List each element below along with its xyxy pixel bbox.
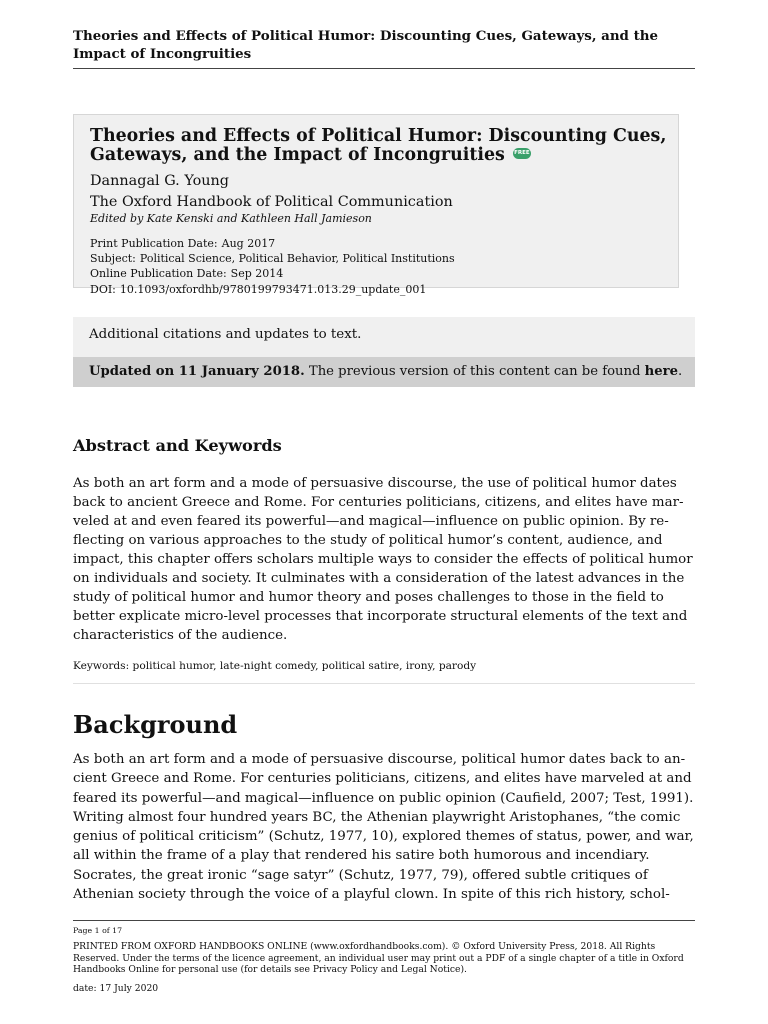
- update-note-box: [73, 317, 695, 357]
- chapter-title: [90, 127, 668, 165]
- subject-row: [90, 251, 668, 266]
- editors-line: Edited by Kate Kenski and Kathleen Hall Jamieson: [90, 212, 372, 225]
- updated-period: .: [678, 364, 683, 379]
- publication-details: [90, 236, 668, 297]
- updated-bar: [73, 357, 695, 387]
- abstract-text: As both an art form and a mode of persuasive discourse, the use of political humor dates back to ancient Greece and Rome. For centuries politicians, citizens, and elites have marveled at and even feared its powerful—and magical—influence on public opinion. By reflecting on various approaches to the study of political humor’s content, audience, and impact, this chapter offers scholars multiple ways to consider the effects of political humor on individuals and society. It culminates with a consideration of the latest advances in the study of political humor and humor theory and poses challenges to those in the field to better explicate micro-level processes that incorporate structural elements of the text and characteristics of the audience.: [73, 476, 693, 643]
- print-date: date: 17 July 2020: [73, 983, 159, 994]
- copyright-notice: PRINTED FROM OXFORD HANDBOOKS ONLINE (www.oxfordhandbooks.com). © Oxford University Press, 2018. All Rights Reserved. Under the terms of the licence agreement, an individual user may print out a PDF of a single chapter of a title in Oxford Handbooks Online for personal use (for details see Privacy Policy and Legal Notice).: [73, 941, 684, 975]
- print-date-label: Print Publication Date:: [90, 237, 218, 250]
- background-text: As both an art form and a mode of persuasive discourse, political humor dates back to ancient Greece and Rome. For centuries politicians, citizens, and elites have marveled at and feared its powerful—and magical—influence on public opinion (Caufield, 2007; Test, 1991). Writing almost four hundred years BC, the Athenian playwright Aristophanes, “the comic genius of political criticism” (Schutz, 1977, 10), explored themes of status, power, and war, all within the frame of a play that rendered his satire both humorous and incendiary. Socrates, the great ironic “sage satyr” (Schutz, 1977, 79), offered subtle critiques of Athenian society through the voice of a playful clown. In spite of this rich history, schol-: [73, 752, 694, 903]
- running-head: Theories and Effects of Political Humor: Discounting Cues, Gateways, and the Impact of Incongruities: [73, 28, 659, 62]
- header-divider: [73, 68, 695, 69]
- doi-label: DOI:: [90, 282, 116, 296]
- free-access-badge: FREE: [513, 148, 531, 159]
- print-date-value: Aug 2017: [221, 237, 276, 250]
- doi-row: [90, 282, 668, 297]
- chapter-title-text: Theories and Effects of Political Humor: Discounting Cues, Gateways, and the Impact of Incongruities: [90, 126, 667, 165]
- keywords-line: Keywords: political humor, late-night comedy, political satire, irony, parody: [73, 660, 477, 672]
- subject-label: Subject:: [90, 252, 136, 266]
- updated-text: [89, 364, 682, 379]
- subject-value[interactable]: Political Science, Political Behavior, Political Institutions: [139, 252, 455, 266]
- abstract-heading: Abstract and Keywords: [73, 436, 282, 455]
- author-name[interactable]: Dannagal G. Young: [90, 173, 229, 189]
- online-date-row: [90, 266, 668, 281]
- online-date-value: Sep 2014: [230, 267, 284, 281]
- page-number: Page 1 of 17: [73, 926, 123, 935]
- doi-value[interactable]: 10.1093/oxfordhb/9780199793471.013.29_update_001: [119, 282, 427, 296]
- previous-version-link[interactable]: here: [644, 364, 678, 379]
- book-title[interactable]: The Oxford Handbook of Political Communication: [90, 194, 453, 210]
- print-date-row: [90, 236, 668, 251]
- online-date-label: Online Publication Date:: [90, 267, 227, 281]
- footer-divider: [73, 920, 695, 921]
- update-note: Additional citations and updates to text.: [89, 327, 362, 342]
- chapter-metadata-box: [73, 114, 679, 296]
- updated-date: Updated on 11 January 2018.: [89, 364, 305, 379]
- background-heading: Background: [73, 710, 238, 739]
- abstract-divider: [73, 683, 695, 684]
- previous-version-text: The previous version of this content can be found: [304, 364, 645, 379]
